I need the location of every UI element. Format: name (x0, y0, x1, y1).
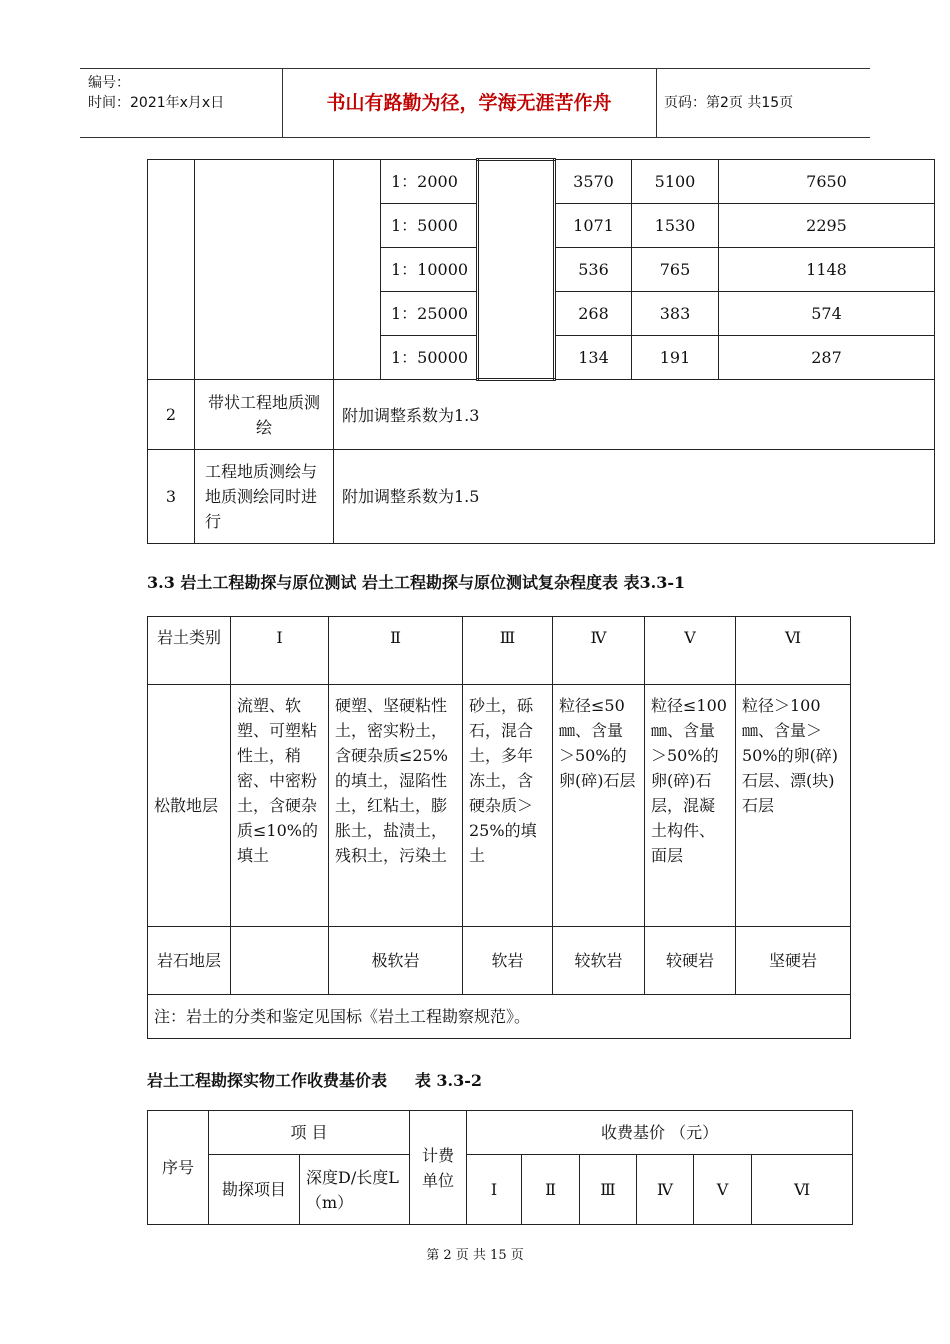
table1-empty-cell (148, 160, 195, 380)
fee-cell: 1530 (632, 204, 719, 248)
soil-cell: 粒径＞100㎜、含量＞50%的卵(碎)石层、漂(块)石层 (736, 685, 851, 927)
soil-cell: 硬塑、坚硬粘性土，密实粉土，含硬杂质≤25%的填土，湿陷性土，红粘土，膨胀土，盐渍土，残积土，污染土 (329, 685, 463, 927)
rock-cell: 坚硬岩 (736, 927, 851, 995)
soil-cell: 砂土，砾石，混合土，多年冻土，含硬杂质＞25%的填土 (463, 685, 553, 927)
fee-cell: 3570 (555, 160, 632, 204)
scale-cell: 1：10000 (381, 248, 478, 292)
row-number: 3 (148, 450, 195, 544)
fee-base-table (147, 1110, 853, 1225)
fee-cell: 191 (632, 336, 719, 380)
header-cell: Ⅵ (736, 617, 851, 685)
unit-header: 计费单位 (410, 1111, 467, 1225)
survey-fee-table-continued (147, 158, 935, 544)
rock-cell: 极软岩 (329, 927, 463, 995)
soil-cell: 流塑、软塑、可塑粘性土，稍密、中密粉土，含硬杂质≤10%的填土 (231, 685, 329, 927)
fee-cell: 383 (632, 292, 719, 336)
complexity-table (147, 616, 851, 1039)
fee-cell: 7650 (719, 160, 935, 204)
grade-header: Ⅵ (752, 1155, 853, 1225)
survey-item-header: 勘探项目 (209, 1155, 300, 1225)
row-label: 岩石地层 (148, 927, 231, 995)
row-name: 带状工程地质测绘 (195, 380, 334, 450)
soil-cell: 粒径≤50㎜、含量＞50%的卵(碎)石层 (553, 685, 645, 927)
header-cell: Ⅰ (231, 617, 329, 685)
rock-cell: 软岩 (463, 927, 553, 995)
grade-header: Ⅰ (467, 1155, 522, 1225)
row-note: 附加调整系数为1.3 (334, 380, 935, 450)
fee-cell: 765 (632, 248, 719, 292)
rock-cell: 较硬岩 (645, 927, 736, 995)
header-cell: 岩土类别 (148, 617, 231, 685)
fee-cell: 5100 (632, 160, 719, 204)
row-name: 工程地质测绘与地质测绘同时进行 (195, 450, 334, 544)
depth-header: 深度D/长度L（m） (300, 1155, 410, 1225)
fee-cell: 287 (719, 336, 935, 380)
scale-cell: 1：5000 (381, 204, 478, 248)
header-meta (88, 73, 278, 113)
row-label: 松散地层 (148, 685, 231, 927)
row-number: 2 (148, 380, 195, 450)
rock-cell: 较软岩 (553, 927, 645, 995)
fee-cell: 1148 (719, 248, 935, 292)
table3-heading: 岩土工程勘探实物工作收费基价表 表 3.3-2 (147, 1071, 483, 1090)
fee-cell: 1071 (555, 204, 632, 248)
fee-cell: 268 (555, 292, 632, 336)
scale-cell: 1：2000 (381, 160, 478, 204)
page-footer: 第 2 页 共 15 页 (426, 1248, 524, 1263)
grade-header: Ⅱ (522, 1155, 580, 1225)
grade-header: Ⅲ (580, 1155, 637, 1225)
soil-cell: 粒径≤100㎜、含量＞50%的卵(碎)石层，混凝土构件、面层 (645, 685, 736, 927)
grade-header: Ⅴ (694, 1155, 752, 1225)
item-header: 项 目 (209, 1111, 410, 1155)
row-note: 附加调整系数为1.5 (334, 450, 935, 544)
fee-cell: 134 (555, 336, 632, 380)
table1-empty-cell (478, 160, 555, 380)
header-motto: 书山有路勤为径，学海无涯苦作舟 (326, 92, 612, 114)
scale-cell: 1：50000 (381, 336, 478, 380)
page-header (80, 68, 870, 138)
table1-empty-cell (334, 160, 381, 380)
number-label: 编号： (88, 75, 130, 91)
header-cell: Ⅲ (463, 617, 553, 685)
rock-cell (231, 927, 329, 995)
table1-empty-cell (195, 160, 334, 380)
price-header: 收费基价 （元） (467, 1111, 853, 1155)
scale-cell: 1：25000 (381, 292, 478, 336)
grade-header: Ⅳ (637, 1155, 694, 1225)
header-cell: Ⅴ (645, 617, 736, 685)
seq-header: 序号 (148, 1111, 209, 1225)
fee-cell: 574 (719, 292, 935, 336)
time-label: 时间：2021年x月x日 (88, 95, 225, 111)
header-page-info: 页码：第2页 共15页 (664, 95, 794, 111)
fee-cell: 2295 (719, 204, 935, 248)
header-cell: Ⅱ (329, 617, 463, 685)
fee-cell: 536 (555, 248, 632, 292)
table-note: 注：岩土的分类和鉴定见国标《岩土工程勘察规范》。 (148, 995, 851, 1039)
header-cell: Ⅳ (553, 617, 645, 685)
section-heading: 3.3 岩土工程勘探与原位测试 岩土工程勘探与原位测试复杂程度表 表3.3-1 (147, 573, 686, 592)
